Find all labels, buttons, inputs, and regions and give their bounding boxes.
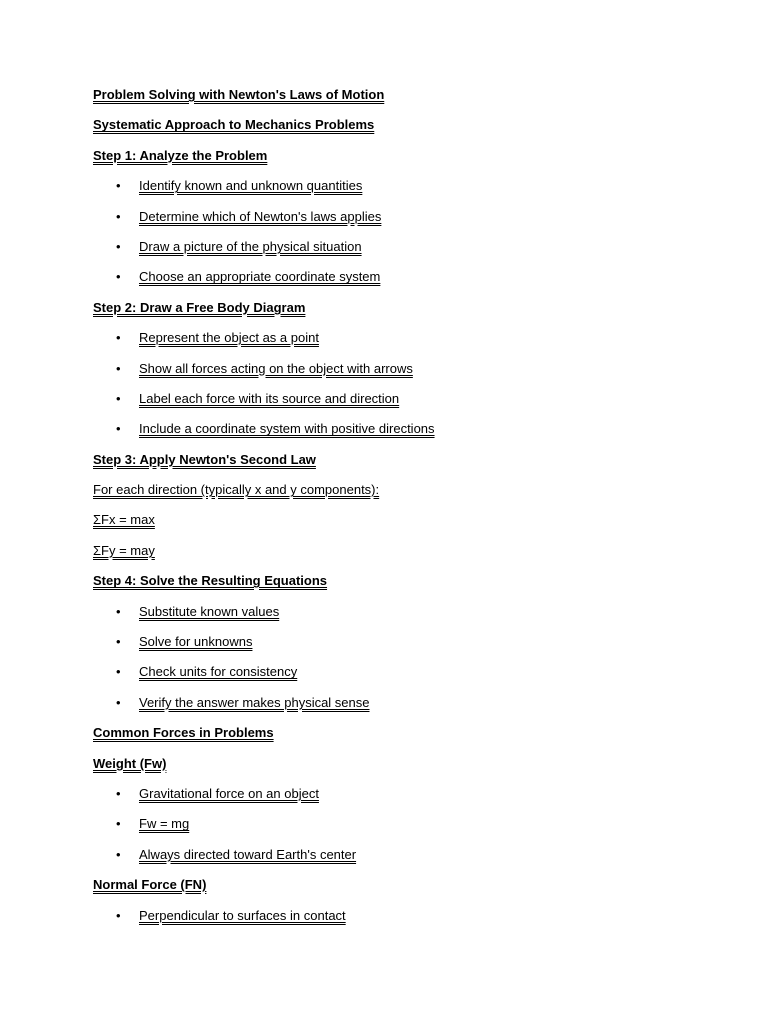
list-item [93,361,733,377]
line-text: Identify known and unknown quantities [139,178,363,194]
bullet-icon: • [116,634,121,650]
list-item [93,816,733,832]
bullet-icon: • [116,390,121,406]
list-item [93,786,733,802]
bullet-icon: • [116,907,121,923]
section-heading [93,117,733,133]
list-item [93,634,733,650]
section-heading [93,87,733,103]
line-text: Common Forces in Problems [93,725,274,741]
line-text: Gravitational force on an object [139,785,319,801]
bullet-icon: • [116,178,121,194]
line-text: Represent the object as a point [139,330,319,346]
bullet-icon: • [116,269,121,285]
section-heading [93,300,733,316]
list-item [93,421,733,437]
bullet-icon: • [116,603,121,619]
bullet-icon: • [116,785,121,801]
line-text: Substitute known values [139,603,280,619]
line-text: Step 3: Apply Newton's Second Law [93,451,316,467]
list-item [93,178,733,194]
bullet-icon: • [116,238,121,254]
line-text: Step 2: Draw a Free Body Diagram [93,299,306,315]
paragraph [93,543,733,559]
line-text: ΣFx = max [93,512,155,528]
line-text: Check units for consistency [139,664,298,680]
line-text: Systematic Approach to Mechanics Problems [93,117,375,133]
paragraph [93,512,733,528]
line-text: Perpendicular to surfaces in contact [139,907,346,923]
bullet-icon: • [116,330,121,346]
bullet-icon: • [116,816,121,832]
document-page [93,87,733,938]
line-text: Fw = mg [139,816,190,832]
bullet-icon: • [116,360,121,376]
section-heading [93,725,733,741]
section-heading [93,148,733,164]
bullet-icon: • [116,208,121,224]
line-text: Step 4: Solve the Resulting Equations [93,573,328,589]
list-item [93,664,733,680]
line-text: Problem Solving with Newton's Laws of Motion [93,87,385,102]
line-text: ΣFy = may [93,542,155,558]
line-text: Step 1: Analyze the Problem [93,147,268,163]
line-text: Determine which of Newton's laws applies [139,208,382,224]
section-heading [93,756,733,772]
list-item [93,847,733,863]
list-item [93,209,733,225]
bullet-icon: • [116,421,121,437]
section-heading [93,573,733,589]
list-item [93,391,733,407]
line-text: For each direction (typically x and y components): [93,482,380,498]
list-item [93,695,733,711]
line-text: Normal Force (FN) [93,877,207,893]
paragraph [93,482,733,498]
list-item [93,269,733,285]
line-text: Always directed toward Earth's center [139,846,357,862]
list-item [93,908,733,924]
line-text: Verify the answer makes physical sense [139,694,370,710]
bullet-icon: • [116,694,121,710]
line-text: Include a coordinate system with positive directions [139,421,435,437]
bullet-icon: • [116,664,121,680]
bullet-icon: • [116,846,121,862]
list-item [93,604,733,620]
section-heading [93,877,733,893]
list-item [93,239,733,255]
section-heading [93,452,733,468]
line-text: Weight (Fw) [93,755,167,771]
line-text: Solve for unknowns [139,634,253,650]
list-item [93,330,733,346]
line-text: Draw a picture of the physical situation [139,238,362,254]
line-text: Show all forces acting on the object with arrows [139,360,413,376]
line-text: Choose an appropriate coordinate system [139,269,381,285]
line-text: Label each force with its source and direction [139,390,400,406]
